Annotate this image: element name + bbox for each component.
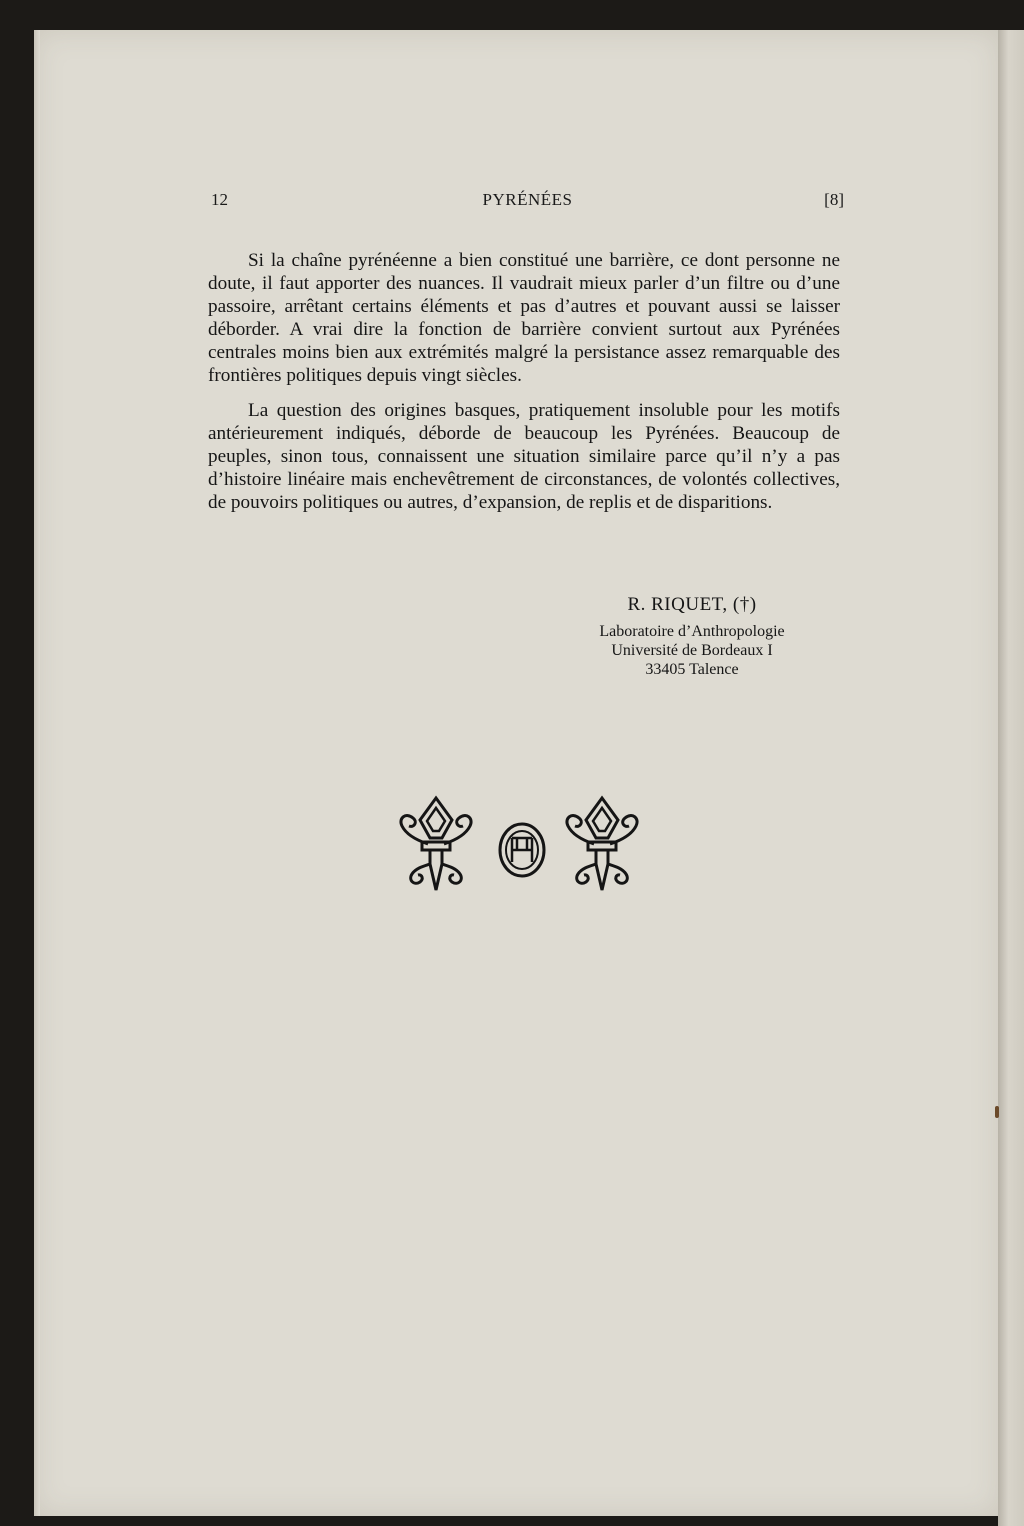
author-name: R. RIQUET, (†) bbox=[627, 594, 757, 615]
page-number: 12 bbox=[211, 190, 228, 209]
paragraph: La question des origines basques, pratiquement insoluble pour les motifs antérieurement indiqués, déborde de beaucoup les Pyrénées. Beaucoup de peuples, sinon tous, connaissent une situation similaire parce qu’il n’y a pas d’histoire linéaire mais enchevêtrement de circonstances, de volontés collectives, de pouvoirs politiques ou autres, d’expansion, de replis et de disparitions. bbox=[208, 400, 840, 513]
running-header bbox=[211, 190, 844, 214]
body-text bbox=[208, 249, 840, 526]
running-title: PYRÉNÉES bbox=[482, 190, 573, 209]
decorative-ornament bbox=[390, 788, 654, 898]
binding-mark bbox=[995, 1106, 999, 1118]
affiliation-line: Université de Bordeaux I bbox=[611, 642, 773, 659]
affiliation-line: 33405 Talence bbox=[645, 661, 739, 678]
oval-emblem-icon bbox=[500, 824, 544, 876]
fleur-de-lis-icon bbox=[567, 798, 637, 890]
author-signature-block bbox=[566, 592, 818, 679]
paragraph: Si la chaîne pyrénéenne a bien constitué une barrière, ce dont personne ne doute, il faut apporter des nuances. Il vaudrait mieux parler d’un filtre ou d’une passoire, arrêtant certains éléments et pas d’autres et pouvant aussi se laisser déborder. A vrai dire la fonction de barrière convient surtout aux Pyrénées centrales moins bien aux extrémités malgré la persistance assez remarquable des frontières politiques depuis vingt siècles. bbox=[208, 250, 840, 386]
fleur-de-lis-icon bbox=[401, 798, 471, 890]
section-number: [8] bbox=[824, 190, 844, 209]
adjacent-page-edge bbox=[998, 30, 1024, 1526]
affiliation-line: Laboratoire d’Anthropologie bbox=[599, 623, 785, 640]
page-left-edge bbox=[34, 30, 40, 1516]
